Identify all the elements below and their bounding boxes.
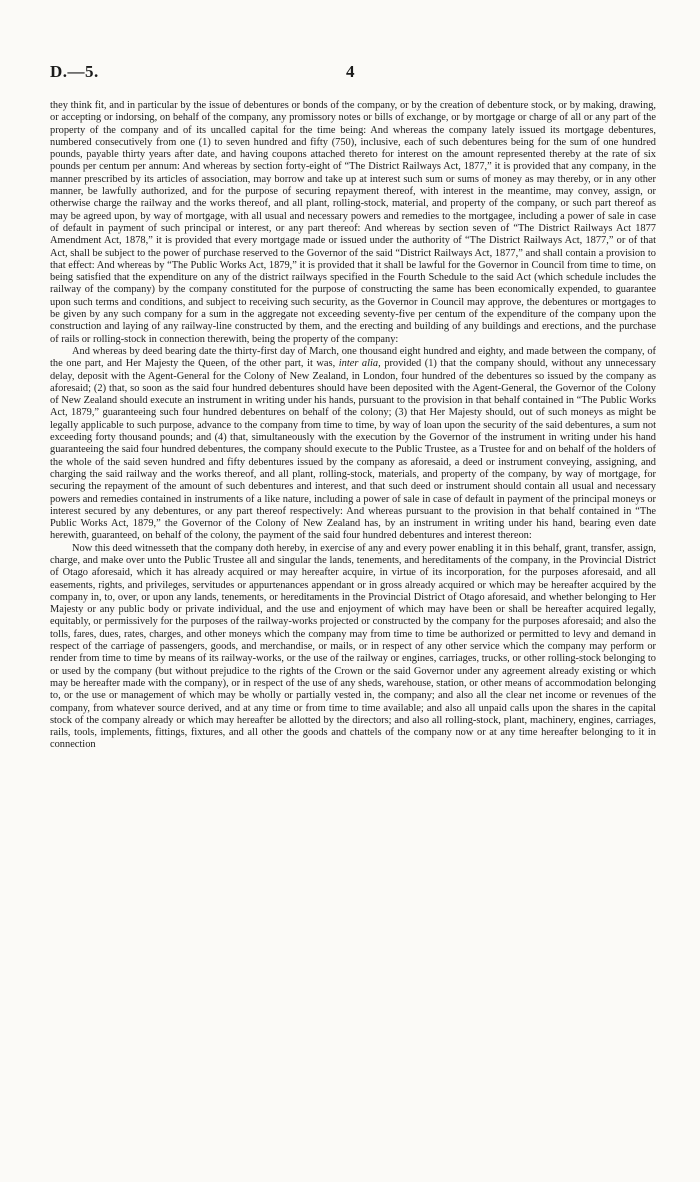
body-text: [50, 100, 656, 752]
paragraph-text: they think fit, and in particular by the issue of debentures or bonds of the company, or by the creation of debenture stock, or by making, drawing, or accepting or indorsing, on behalf of the company, any promissory notes or bills of exchange, or by mortgage or charge of all or any part of the property of the company and of its uncalled capital for the time being: And whereas the company lately issued its mortgage debentures, numbered consecutively from one (1) to seven hundred and fifty (750), inclusive, each of such debentures being for the sum of one hundred pounds, payable thirty years after date, and having coupons attached thereto for interest on the amount represented thereby at the rate of six pounds per centum per annum: And whereas by section forty-eight of “The District Railways Act, 1877,” it is provided that any company, in the manner prescribed by its articles of association, may borrow and take up at interest such sum or sums of money as may thereby, or in any other manner, be lawfully authorized, and for the purpose of securing repayment thereof, with interest in the meantime, may convey, assign, or otherwise charge the railway and the works thereof, and all plant, rolling-stock, material, and property of the company, or such part thereof as may be agreed upon, by way of mortgage, with all usual and necessary powers and remedies to the mortgagee, including a power of sale in case of default in payment of such principal or interest, or any part thereof: And whereas by section seven of “The District Railways Act 1877 Amendment Act, 1878,” it is provided that every mortgage made or issued under the authority of “The District Railways Act, 1877,” or of that Act, shall be subject to the power of purchase reserved to the Governor of the said “District Railways Act, 1877,” and shall contain a provision to that effect: And whereas by “The Public Works Act, 1879,” it is provided that it shall be lawful for the Governor in Council from time to time, on being satisfied that the expenditure on any of the district railways specified in the Fourth Schedule to the said Act (which schedule includes the railway of the company) by the company constituted for the purpose of constructing the same has been economically expended, to guarantee upon such terms and conditions, and subject to receiving such security, as the Governor in Council may approve, the debentures or mortgages to be given by any such company for a sum in the aggregate not exceeding seventy-five per centum of the expenditure of the company upon the construction and laying of any railway-line constructed by them, and the erecting and building of any buildings and erections, and the purchase of rails or rolling-stock in connection therewith, being the property of the company:: [50, 100, 656, 345]
page-header: [50, 0, 656, 100]
italic-text: inter alia,: [338, 358, 381, 370]
paragraph-text: Now this deed witnesseth that the company doth hereby, in exercise of any and every power enabling it in this behalf, grant, transfer, assign, charge, and make over unto the Public Trustee all and singular the lands, tenements, and hereditaments of the company, in the Provincial District of Otago aforesaid, which it has already acquired or may hereafter acquire, in virtue of its incorporation, for the purposes aforesaid, and all easements, rights, and privileges, servitudes or appurtenances appendant or in gross already acquired or which may be hereafter acquired by the company in, to, over, or upon any lands, tenements, or hereditaments in the Provincial District of Otago aforesaid, and whether belonging to Her Majesty or any public body or private individual, and the use and enjoyment of which may have been or shall be hereafter acquired legally, equitably, or permissively for the purposes of the railway-works projected or constructed by the company for the purposes aforesaid; and also the tolls, fares, dues, rates, charges, and other moneys which the company may from time to time be authorized or permitted to levy and demand in respect of the carriage of passengers, goods, and merchandise, or mails, or in respect of any other service which the company may perform or render from time to time by means of its railway-works, or the use of the railway or engines, carriages, trucks, or other rolling-stock belonging to or used by the company (but without prejudice to the rights of the Crown or the said Governor under any agreement already existing or which may be hereafter made with the company), or in respect of the use of any sheds, warehouse, station, or other means of accommodation belonging to, or the use or management of which may be wholly or partially vested in, the company; and also all the clear net income or revenues of the company, from whatever source derived, and at any time or from time to time available; and also all unpaid calls upon the shares in the capital stock of the company already or which may hereafter be allotted by the directors; and also all rolling-stock, plant, machinery, engines, carriages, rails, tools, implements, fittings, fixtures, and all other the goods and chattels of the company now or at any time hereafter belonging to it in connection: [50, 542, 656, 751]
paragraph: [50, 543, 656, 752]
page-number: 4: [346, 62, 355, 81]
paragraph: [50, 346, 656, 543]
paragraph-text: provided (1) that the company should, without any unnecessary delay, deposit with the Agent-General for the Colony of New Zealand, in London, four hundred of the debentures so issued by the company as aforesaid; (2) that, so soon as the said four hundred debentures should have been deposited with the Agent-General, the Governor of the Colony of New Zealand should execute an instrument in writing under his hands, pursuant to the provision in that behalf contained in “The Public Works Act, 1879,” guaranteeing such four hundred debentures on behalf of the colony; (3) that Her Majesty should, out of such moneys as might be legally applicable to such purpose, advance to the company from time to time, by way of loan upon the security of the said debentures, a sum not exceeding forty thousand pounds; and (4) that, simultaneously with the execution by the Governor of the instrument in writing under his hand guaranteeing the said four hundred debentures, the company should execute to the Public Trustee, as a Trustee for and on behalf of the holders of the whole of the said seven hundred and fifty debentures issued by the company as aforesaid, a deed or instrument conveying, assigning, and charging the said railway and the works thereof, and all plant, rolling-stock, materials, and property of the company, by way of mortgage, for securing the repayment of the amount of such debentures and interest, and that such deed or instrument should contain all usual and necessary powers and remedies contained in instruments of a like nature, including a power of sale in case of default in payment of the principal moneys or interest secured by any debentures, or any part thereof respectively: And whereas pursuant to the provision in that behalf contained in “The Public Works Act, 1879,” the Governor of the Colony of New Zealand has, by an instrument in writing under his hand, bearing even date herewith, guaranteed, on behalf of the colony, the payment of the said four hundred debentures and interest thereon:: [50, 358, 656, 542]
paragraph: [50, 100, 656, 346]
paragraph-text: And whereas by deed bearing date the thirty-first day of March, one thousand eight hundred and eighty, and made between the company, of the one part, and Her Majesty the Queen, of the other part, it was,: [50, 345, 656, 370]
document-reference: D.—5.: [50, 62, 99, 81]
